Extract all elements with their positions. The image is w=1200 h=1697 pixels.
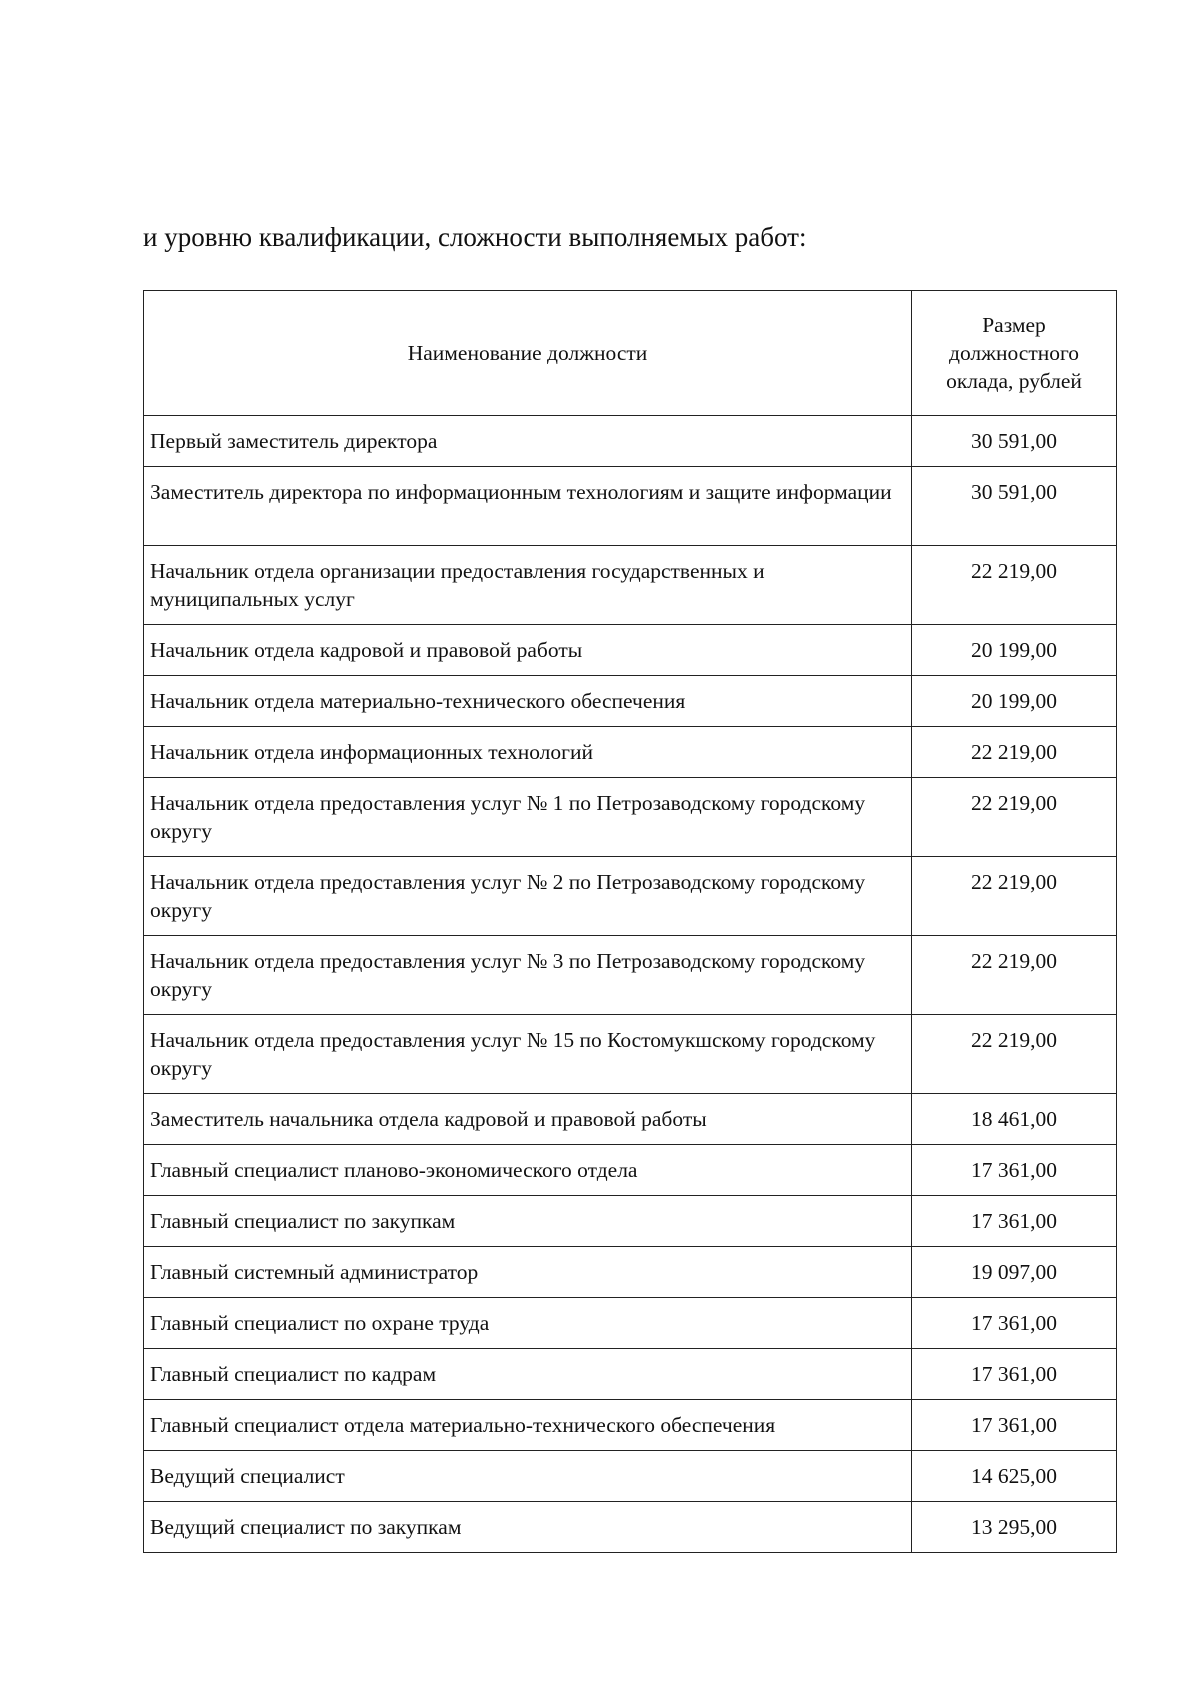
salary-value: 17 361,00 xyxy=(912,1145,1117,1196)
table-row xyxy=(144,1145,1117,1196)
salary-value: 14 625,00 xyxy=(912,1451,1117,1502)
position-name: Ведущий специалист xyxy=(144,1451,912,1502)
table-row xyxy=(144,625,1117,676)
position-name: Начальник отдела предоставления услуг № 15 по Костомукшскому городскому округу xyxy=(144,1015,912,1094)
position-name: Главный системный администратор xyxy=(144,1247,912,1298)
position-name: Главный специалист по охране труда xyxy=(144,1298,912,1349)
position-name: Начальник отдела кадровой и правовой работы xyxy=(144,625,912,676)
table-row xyxy=(144,1502,1117,1553)
table-row xyxy=(144,1015,1117,1094)
table-row xyxy=(144,467,1117,546)
table-header-row xyxy=(144,291,1117,416)
salary-value: 17 361,00 xyxy=(912,1298,1117,1349)
position-name: Начальник отдела организации предоставления государственных и муниципальных услуг xyxy=(144,546,912,625)
intro-text: и уровню квалификации, сложности выполняемых работ: xyxy=(143,222,807,252)
table-row xyxy=(144,1349,1117,1400)
table-row xyxy=(144,1451,1117,1502)
position-name: Главный специалист планово-экономического отдела xyxy=(144,1145,912,1196)
position-name: Заместитель директора по информационным технологиям и защите информации xyxy=(144,467,912,546)
salary-value: 22 219,00 xyxy=(912,857,1117,936)
header-salary: Размер должностного оклада, рублей xyxy=(912,291,1117,416)
position-name: Главный специалист по кадрам xyxy=(144,1349,912,1400)
salary-value: 17 361,00 xyxy=(912,1349,1117,1400)
position-name: Первый заместитель директора xyxy=(144,416,912,467)
table-row xyxy=(144,1400,1117,1451)
salary-value: 19 097,00 xyxy=(912,1247,1117,1298)
table-row xyxy=(144,857,1117,936)
position-name: Начальник отдела предоставления услуг № 1 по Петрозаводскому городскому округу xyxy=(144,778,912,857)
salary-value: 22 219,00 xyxy=(912,1015,1117,1094)
salary-value: 17 361,00 xyxy=(912,1400,1117,1451)
table-row xyxy=(144,676,1117,727)
header-position-name: Наименование должности xyxy=(144,291,912,416)
table-row xyxy=(144,936,1117,1015)
table-row xyxy=(144,1298,1117,1349)
position-name: Начальник отдела предоставления услуг № 3 по Петрозаводскому городскому округу xyxy=(144,936,912,1015)
salary-value: 20 199,00 xyxy=(912,676,1117,727)
salary-value: 22 219,00 xyxy=(912,546,1117,625)
salary-value: 22 219,00 xyxy=(912,727,1117,778)
table-row xyxy=(144,546,1117,625)
position-name: Ведущий специалист по закупкам xyxy=(144,1502,912,1553)
salary-value: 22 219,00 xyxy=(912,936,1117,1015)
salary-table xyxy=(143,290,1117,1553)
salary-value: 18 461,00 xyxy=(912,1094,1117,1145)
position-name: Начальник отдела предоставления услуг № 2 по Петрозаводскому городскому округу xyxy=(144,857,912,936)
table-row xyxy=(144,727,1117,778)
position-name: Заместитель начальника отдела кадровой и правовой работы xyxy=(144,1094,912,1145)
position-name: Начальник отдела информационных технологий xyxy=(144,727,912,778)
salary-value: 17 361,00 xyxy=(912,1196,1117,1247)
table-row xyxy=(144,1196,1117,1247)
table-row xyxy=(144,1094,1117,1145)
position-name: Главный специалист отдела материально-технического обеспечения xyxy=(144,1400,912,1451)
table-row xyxy=(144,1247,1117,1298)
salary-value: 22 219,00 xyxy=(912,778,1117,857)
salary-value: 20 199,00 xyxy=(912,625,1117,676)
position-name: Начальник отдела материально-технического обеспечения xyxy=(144,676,912,727)
salary-value: 13 295,00 xyxy=(912,1502,1117,1553)
salary-value: 30 591,00 xyxy=(912,416,1117,467)
salary-value: 30 591,00 xyxy=(912,467,1117,546)
table-row xyxy=(144,778,1117,857)
position-name: Главный специалист по закупкам xyxy=(144,1196,912,1247)
table-row xyxy=(144,416,1117,467)
